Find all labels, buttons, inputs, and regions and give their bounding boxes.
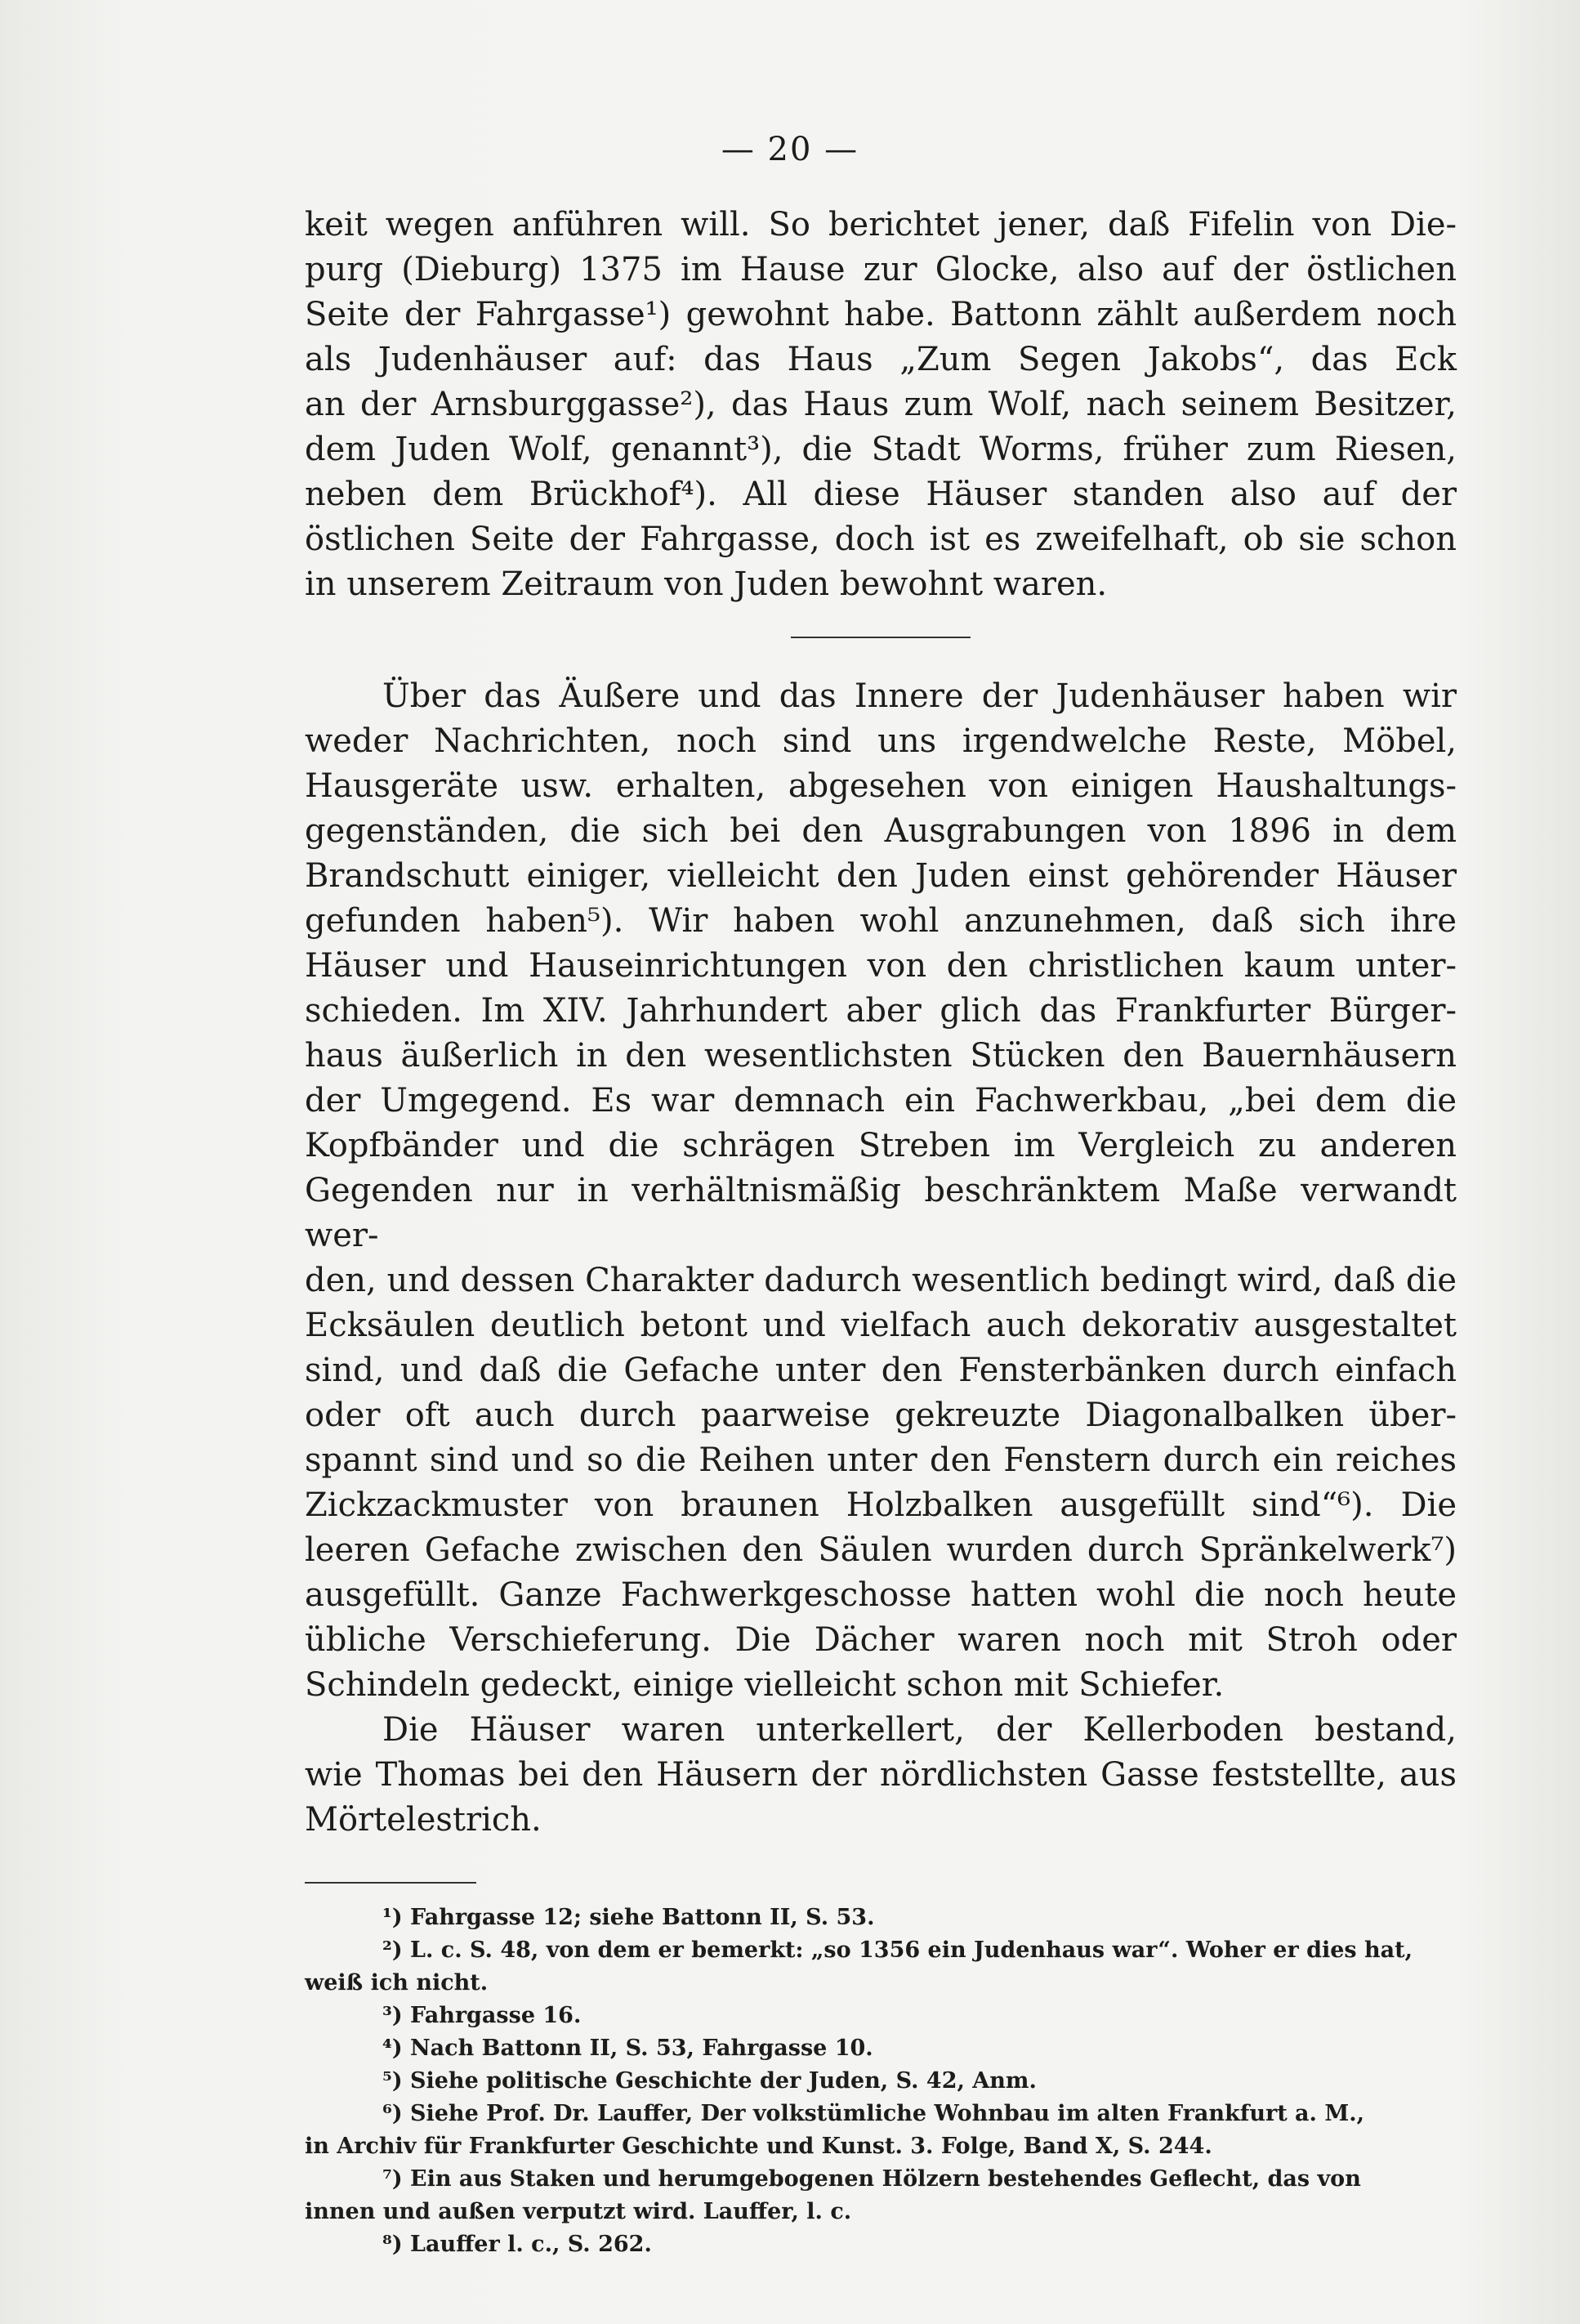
text-line: Die Häuser waren unterkellert, der Kellerboden bestand,	[382, 1711, 1457, 1749]
text-line: übliche Verschieferung. Die Dächer waren noch mit Stroh oder	[305, 1621, 1457, 1659]
text-line: Kopfbänder und die schrägen Streben im Vergleich zu anderen	[305, 1127, 1457, 1164]
text-line: gefunden haben⁵). Wir haben wohl anzunehmen, daß sich ihre	[305, 902, 1457, 940]
footnote-line: in Archiv für Frankfurter Geschichte und Kunst. 3. Folge, Band X, S. 244.	[305, 2134, 1212, 2159]
paragraph	[305, 1708, 1457, 1843]
text-line: sind, und daß die Gefache unter den Fensterbänken durch einfach	[305, 1352, 1457, 1389]
text-line: an der Arnsburggasse²), das Haus zum Wolf, nach seinem Besitzer,	[305, 386, 1457, 423]
text-line: purg (Dieburg) 1375 im Hause zur Glocke, also auf der östlichen	[305, 251, 1457, 288]
footnote-divider	[305, 1882, 476, 1884]
footnote-line: ²) L. c. S. 48, von dem er bemerkt: „so 1356 ein Judenhaus war“. Woher er dies hat,	[382, 1937, 1413, 1963]
text-line: oder oft auch durch paarweise gekreuzte Diagonalbalken über-	[305, 1397, 1457, 1434]
text-line: ausgefüllt. Ganze Fachwerkgeschosse hatten wohl die noch heute	[305, 1576, 1457, 1614]
text-line: Ecksäulen deutlich betont und vielfach auch dekorativ ausgestaltet	[305, 1307, 1457, 1344]
footnote-line: ⁸) Lauffer l. c., S. 262.	[382, 2232, 652, 2257]
page-number: — 20 —	[721, 131, 859, 168]
text-line: in unserem Zeitraum von Juden bewohnt waren.	[305, 565, 1108, 603]
text-line: gegenständen, die sich bei den Ausgrabungen von 1896 in dem	[305, 812, 1457, 850]
body-text	[305, 203, 1457, 2261]
text-line: Hausgeräte usw. erhalten, abgesehen von einigen Haushaltungs-	[305, 767, 1457, 805]
footnote-line: weiß ich nicht.	[305, 1970, 489, 1996]
footnote-line: ⁵) Siehe politische Geschichte der Juden, S. 42, Anm.	[382, 2068, 1037, 2094]
footnote-line: ⁶) Siehe Prof. Dr. Lauffer, Der volkstümliche Wohnbau im alten Frankfurt a. M.,	[382, 2101, 1365, 2126]
text-line: weder Nachrichten, noch sind uns irgendwelche Reste, Möbel,	[305, 722, 1457, 760]
text-line: Über das Äußere und das Innere der Judenhäuser haben wir	[382, 677, 1457, 715]
text-line: Mörtelestrich.	[305, 1801, 542, 1839]
text-line: dem Juden Wolf, genannt³), die Stadt Worms, früher zum Riesen,	[305, 431, 1457, 468]
text-line: Zickzackmuster von braunen Holzbalken ausgefüllt sind“⁶). Die	[305, 1486, 1457, 1524]
text-line: als Judenhäuser auf: das Haus „Zum Segen Jakobs“, das Eck	[305, 341, 1457, 378]
text-line: spannt sind und so die Reihen unter den Fenstern durch ein reiches	[305, 1441, 1457, 1479]
text-line: wie Thomas bei den Häusern der nördlichsten Gasse feststellte, aus	[305, 1756, 1457, 1794]
section-divider	[791, 637, 971, 638]
text-line: Brandschutt einiger, vielleicht den Juden einst gehörender Häuser	[305, 857, 1457, 895]
footnote-line: ⁷) Ein aus Staken und herumgebogenen Hölzern bestehendes Geflecht, das von	[382, 2166, 1361, 2192]
footnote-line: innen und außen verputzt wird. Lauffer, l. c.	[305, 2199, 852, 2224]
text-line: den, und dessen Charakter dadurch wesentlich bedingt wird, daß die	[305, 1262, 1457, 1299]
text-line: der Umgegend. Es war demnach ein Fachwerkbau, „bei dem die	[305, 1082, 1457, 1120]
footnote-line: ³) Fahrgasse 16.	[382, 2003, 582, 2028]
text-line: östlichen Seite der Fahrgasse, doch ist es zweifelhaft, ob sie schon	[305, 521, 1457, 558]
text-line: Schindeln gedeckt, einige vielleicht schon mit Schiefer.	[305, 1666, 1225, 1704]
text-line: leeren Gefache zwischen den Säulen wurden durch Spränkelwerk⁷)	[305, 1531, 1457, 1569]
text-line: haus äußerlich in den wesentlichsten Stücken den Bauernhäusern	[305, 1037, 1457, 1075]
paragraph	[305, 674, 1457, 1708]
footnote-line: ⁴) Nach Battonn II, S. 53, Fahrgasse 10.	[382, 2036, 873, 2061]
footnotes	[305, 1902, 1457, 2261]
paragraph	[305, 203, 1457, 607]
text-line: neben dem Brückhof⁴). All diese Häuser standen also auf der	[305, 476, 1457, 513]
text-line: keit wegen anführen will. So berichtet jener, daß Fifelin von Die-	[305, 206, 1457, 244]
footnote-line: ¹) Fahrgasse 12; siehe Battonn II, S. 53.	[382, 1905, 875, 1930]
text-line: Häuser und Hauseinrichtungen von den christlichen kaum unter-	[305, 947, 1457, 985]
text-line: Gegenden nur in verhältnismäßig beschränktem Maße verwandt wer-	[305, 1172, 1457, 1254]
text-line: schieden. Im XIV. Jahrhundert aber glich das Frankfurter Bürger-	[305, 992, 1457, 1030]
text-line: Seite der Fahrgasse¹) gewohnt habe. Battonn zählt außerdem noch	[305, 296, 1457, 333]
